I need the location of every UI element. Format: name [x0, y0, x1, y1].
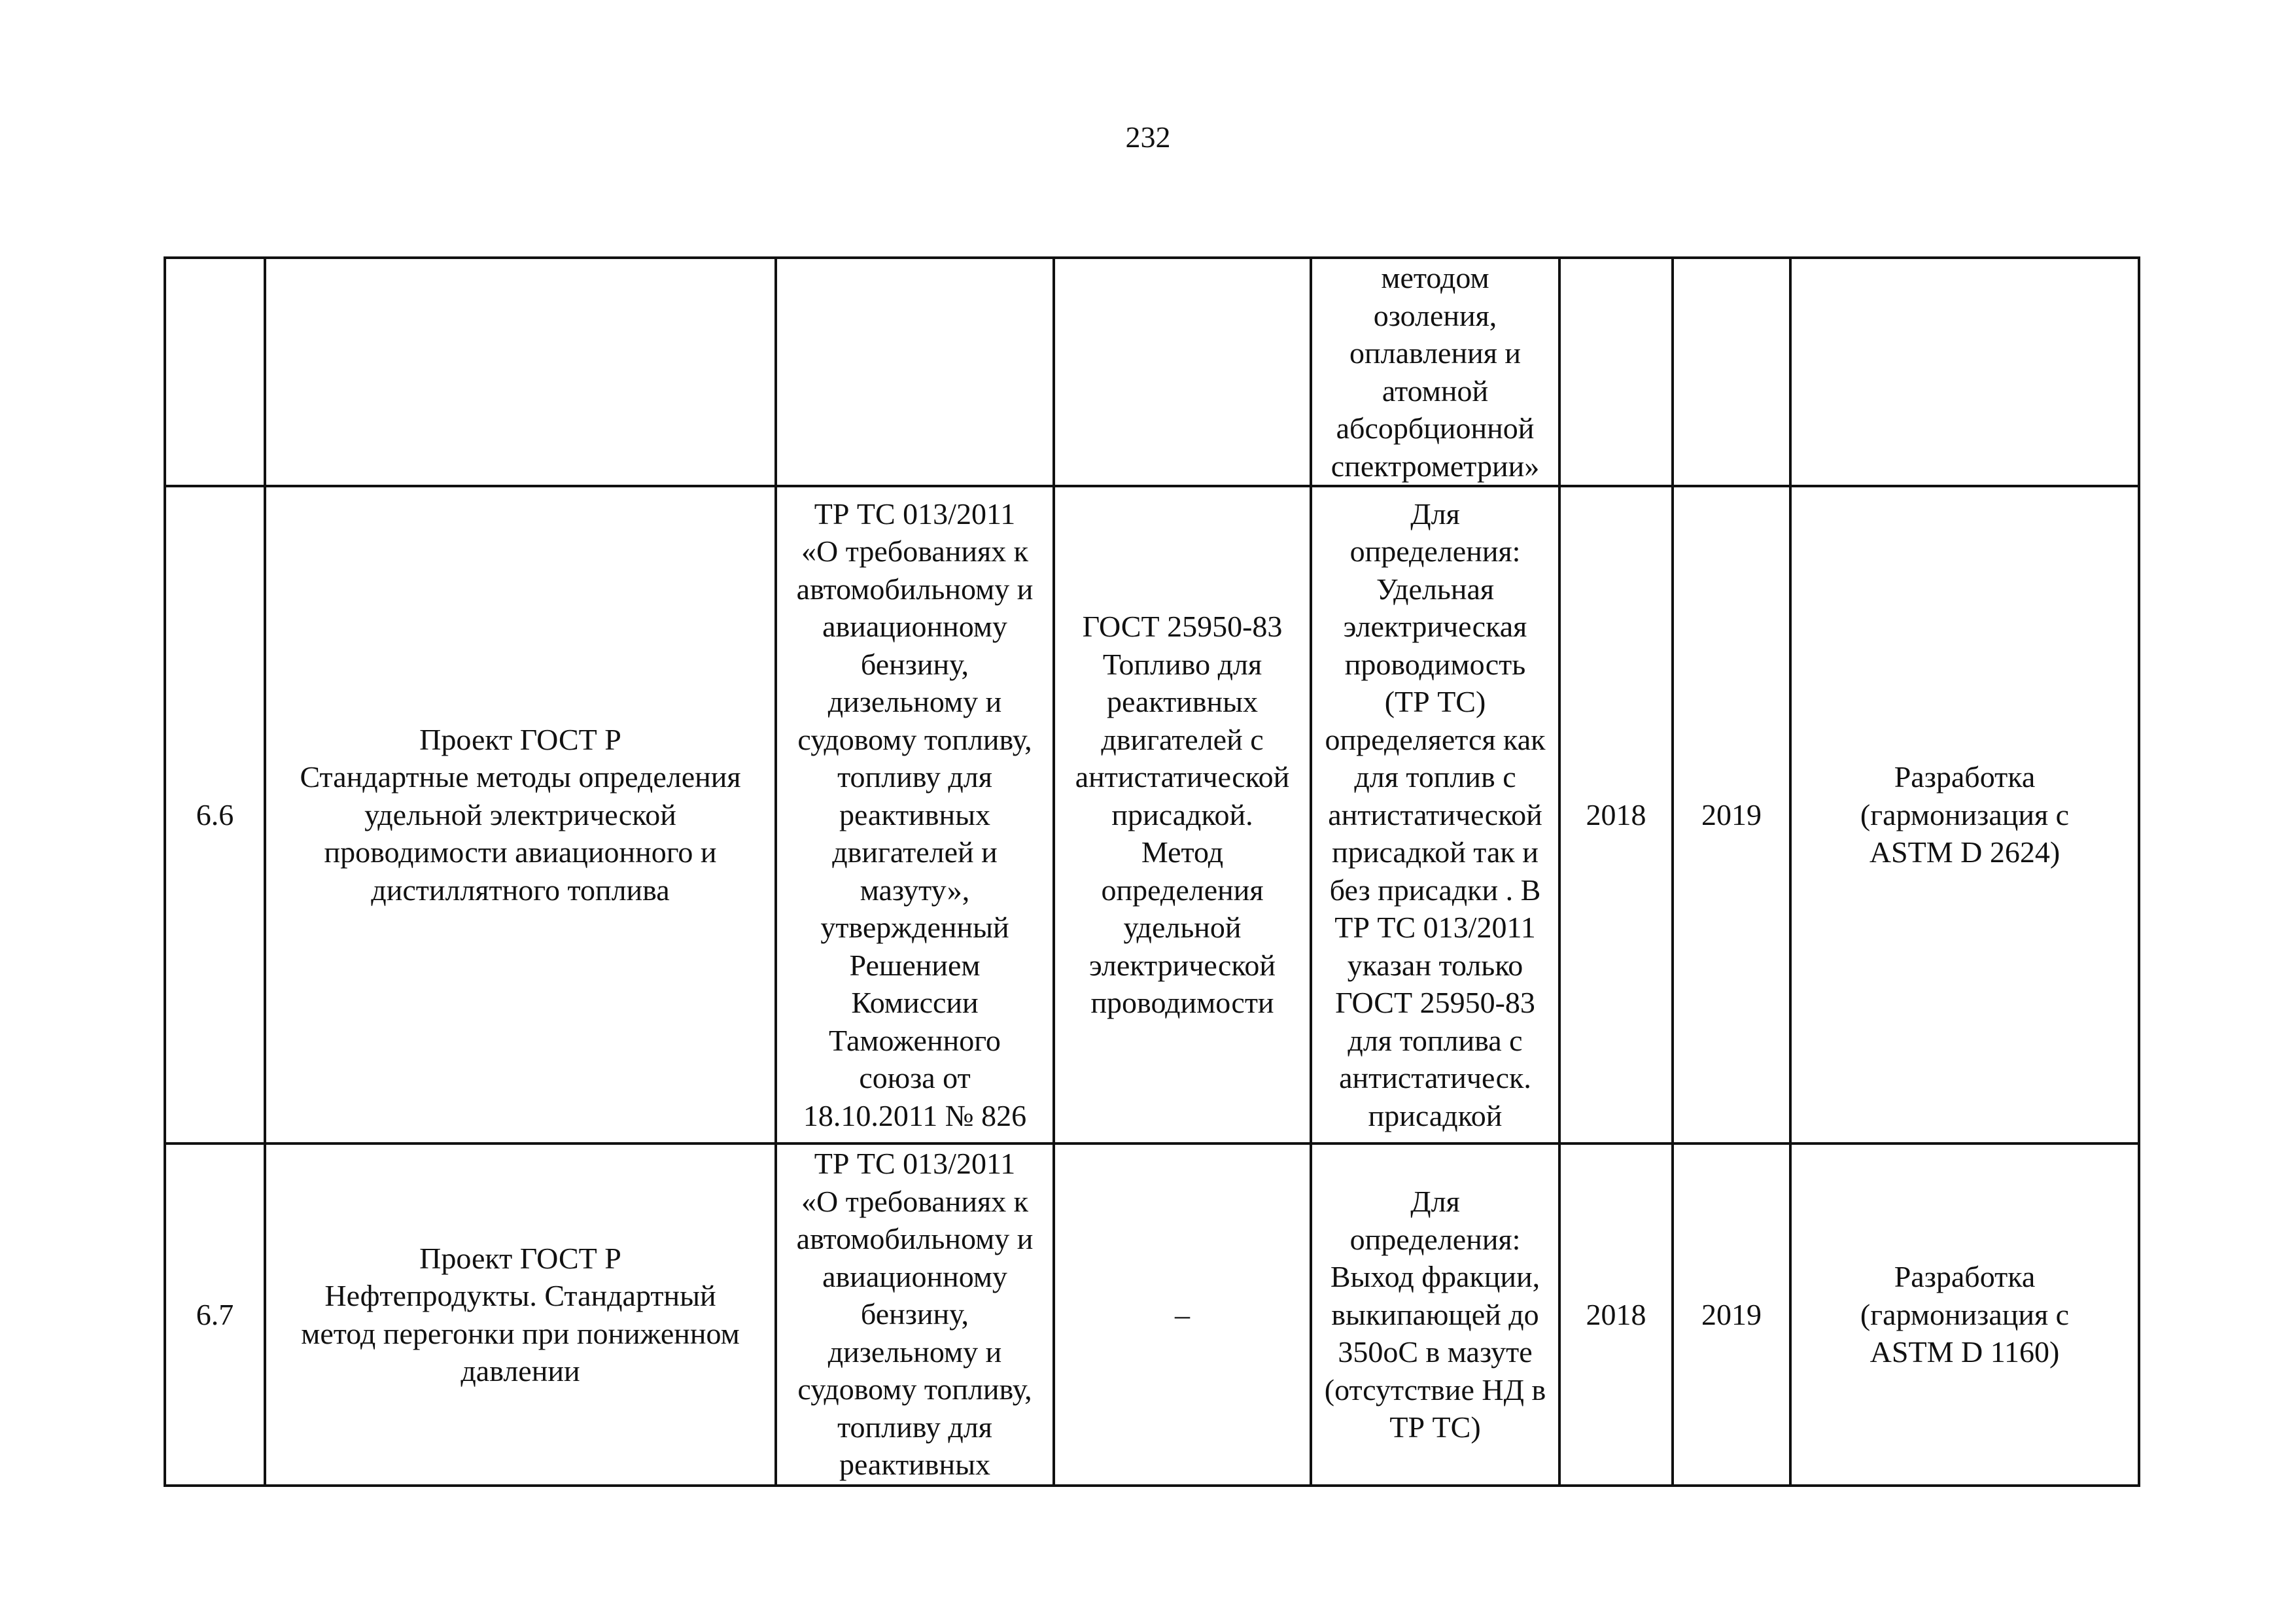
cell-regulation [776, 486, 1054, 1143]
regulation-line: двигателей и [832, 835, 998, 869]
table-row [165, 1143, 2139, 1486]
note-line: антистатической [1328, 797, 1542, 831]
note-line: Удельная [1376, 572, 1495, 606]
note-line: атомной [1382, 374, 1489, 408]
regulation-line: союза от [859, 1061, 971, 1095]
regulation-line: Решением [849, 948, 981, 982]
cell-year-end: 2019 [1673, 1143, 1790, 1486]
standard-dash: – [1175, 1297, 1190, 1331]
regulation-line: автомобильному и [796, 572, 1034, 606]
standard-line: удельной [1123, 911, 1242, 945]
cell-standard [1054, 1143, 1311, 1486]
note-line: 350оС в мазуте [1338, 1335, 1533, 1369]
regulation-line: 18.10.2011 № 826 [803, 1098, 1027, 1132]
note-line: для топлив с [1354, 760, 1516, 794]
page-number: 232 [1125, 120, 1171, 154]
standard-line: присадкой. [1111, 797, 1253, 831]
cell-work-type [1790, 1143, 2139, 1486]
cell-year-start [1559, 258, 1673, 486]
cell-title [265, 486, 776, 1143]
regulation-line: авиационному [822, 1259, 1007, 1293]
title-line: давлении [461, 1354, 580, 1387]
standard-line: Топливо для [1102, 647, 1262, 681]
note-line: антистатическ. [1339, 1061, 1531, 1095]
note-line: ТР ТС 013/2011 [1334, 911, 1536, 945]
note-line: без присадки . В [1329, 873, 1541, 907]
title-line: проводимости авиационного и [324, 835, 717, 869]
regulation-line: «О требованиях к [801, 534, 1028, 568]
standard-line: антистатической [1075, 760, 1290, 794]
standard-line: ГОСТ 25950-83 [1082, 610, 1283, 644]
title-line: метод перегонки при пониженном [301, 1316, 740, 1350]
cell-note [1311, 486, 1559, 1143]
note-line: для топлива с [1348, 1023, 1523, 1057]
cell-regulation [776, 258, 1054, 486]
standard-line: электрической [1088, 948, 1276, 982]
cell-num [165, 258, 265, 486]
cell-work-type [1790, 486, 2139, 1143]
cell-year-end [1673, 258, 1790, 486]
regulation-line: реактивных [839, 1448, 991, 1481]
standard-line: реактивных [1106, 685, 1259, 719]
regulation-line: судовому топливу, [797, 1372, 1032, 1406]
regulation-line: судовому топливу, [797, 722, 1032, 756]
cell-note [1311, 258, 1559, 486]
note-line: (отсутствие НД в [1324, 1372, 1546, 1406]
note-line: оплавления и [1349, 336, 1521, 370]
regulation-line: топливу для [837, 760, 992, 794]
work-type-line: (гармонизация с [1860, 1297, 2070, 1331]
standards-table [164, 256, 2140, 1487]
regulation-line: Таможенного [829, 1023, 1001, 1057]
regulation-line: дизельному и [827, 685, 1002, 719]
note-line: выкипающей до [1331, 1297, 1539, 1331]
cell-year-start: 2018 [1559, 1143, 1673, 1486]
standard-line: Метод [1141, 835, 1224, 869]
note-line: Для [1410, 1185, 1460, 1219]
cell-note [1311, 1143, 1559, 1486]
work-type-line: ASTM D 1160) [1870, 1335, 2060, 1369]
cell-num: 6.6 [165, 486, 265, 1143]
regulation-line: бензину, [860, 647, 969, 681]
title-line: Стандартные методы определения [300, 760, 741, 794]
cell-work-type [1790, 258, 2139, 486]
cell-year-start: 2018 [1559, 486, 1673, 1143]
cell-standard [1054, 258, 1311, 486]
work-type-line: Разработка [1894, 760, 2036, 794]
title-line: Проект ГОСТ Р [419, 1241, 621, 1275]
table-row [165, 258, 2139, 486]
note-line: определяется как [1325, 722, 1546, 756]
regulation-line: реактивных [839, 797, 991, 831]
regulation-line: авиационному [822, 610, 1007, 644]
note-line: абсорбционной [1336, 411, 1535, 445]
regulation-line: автомобильному и [796, 1222, 1034, 1255]
regulation-line: «О требованиях к [801, 1184, 1028, 1218]
cell-year-end: 2019 [1673, 486, 1790, 1143]
standard-line: определения [1101, 873, 1264, 907]
note-line: ТР ТС) [1389, 1410, 1481, 1444]
work-type-line: ASTM D 2624) [1869, 835, 2061, 869]
work-type-line: Разработка [1894, 1260, 2036, 1294]
regulation-line: мазуту», [860, 873, 970, 907]
regulation-line: дизельному и [827, 1335, 1002, 1369]
standard-line: двигателей с [1101, 722, 1264, 756]
title-line: Проект ГОСТ Р [419, 722, 621, 756]
note-line: ГОСТ 25950-83 [1335, 986, 1535, 1020]
note-line: озоления, [1373, 298, 1497, 332]
cell-title [265, 1143, 776, 1486]
note-line: присадкой [1368, 1098, 1503, 1132]
cell-standard [1054, 486, 1311, 1143]
note-line: присадкой так и [1332, 835, 1539, 869]
note-line: Выход фракции, [1330, 1260, 1540, 1294]
regulation-line: ТР ТС 013/2011 [814, 497, 1016, 531]
note-line: Для [1410, 497, 1460, 531]
title-line: Нефтепродукты. Стандартный [324, 1279, 716, 1312]
note-line: электрическая [1343, 610, 1527, 644]
note-line: методом [1381, 261, 1489, 294]
regulation-line: бензину, [860, 1297, 969, 1331]
work-type-line: (гармонизация с [1860, 797, 2070, 831]
note-line: определения: [1349, 534, 1521, 568]
note-line: спектрометрии» [1331, 449, 1540, 483]
regulation-line: Комиссии [851, 986, 979, 1020]
cell-title [265, 258, 776, 486]
note-line: проводимость [1344, 647, 1526, 681]
note-line: определения: [1349, 1222, 1521, 1256]
standard-line: проводимости [1090, 986, 1274, 1020]
note-line: указан только [1347, 948, 1523, 982]
table-row [165, 486, 2139, 1143]
title-line: удельной электрической [364, 797, 676, 831]
title-line: дистиллятного топлива [371, 873, 670, 907]
cell-num: 6.7 [165, 1143, 265, 1486]
regulation-line: топливу для [837, 1410, 992, 1444]
regulation-line: утвержденный [820, 911, 1009, 945]
regulation-line: ТР ТС 013/2011 [814, 1147, 1016, 1180]
cell-regulation [776, 1143, 1054, 1486]
note-line: (ТР ТС) [1384, 685, 1486, 719]
